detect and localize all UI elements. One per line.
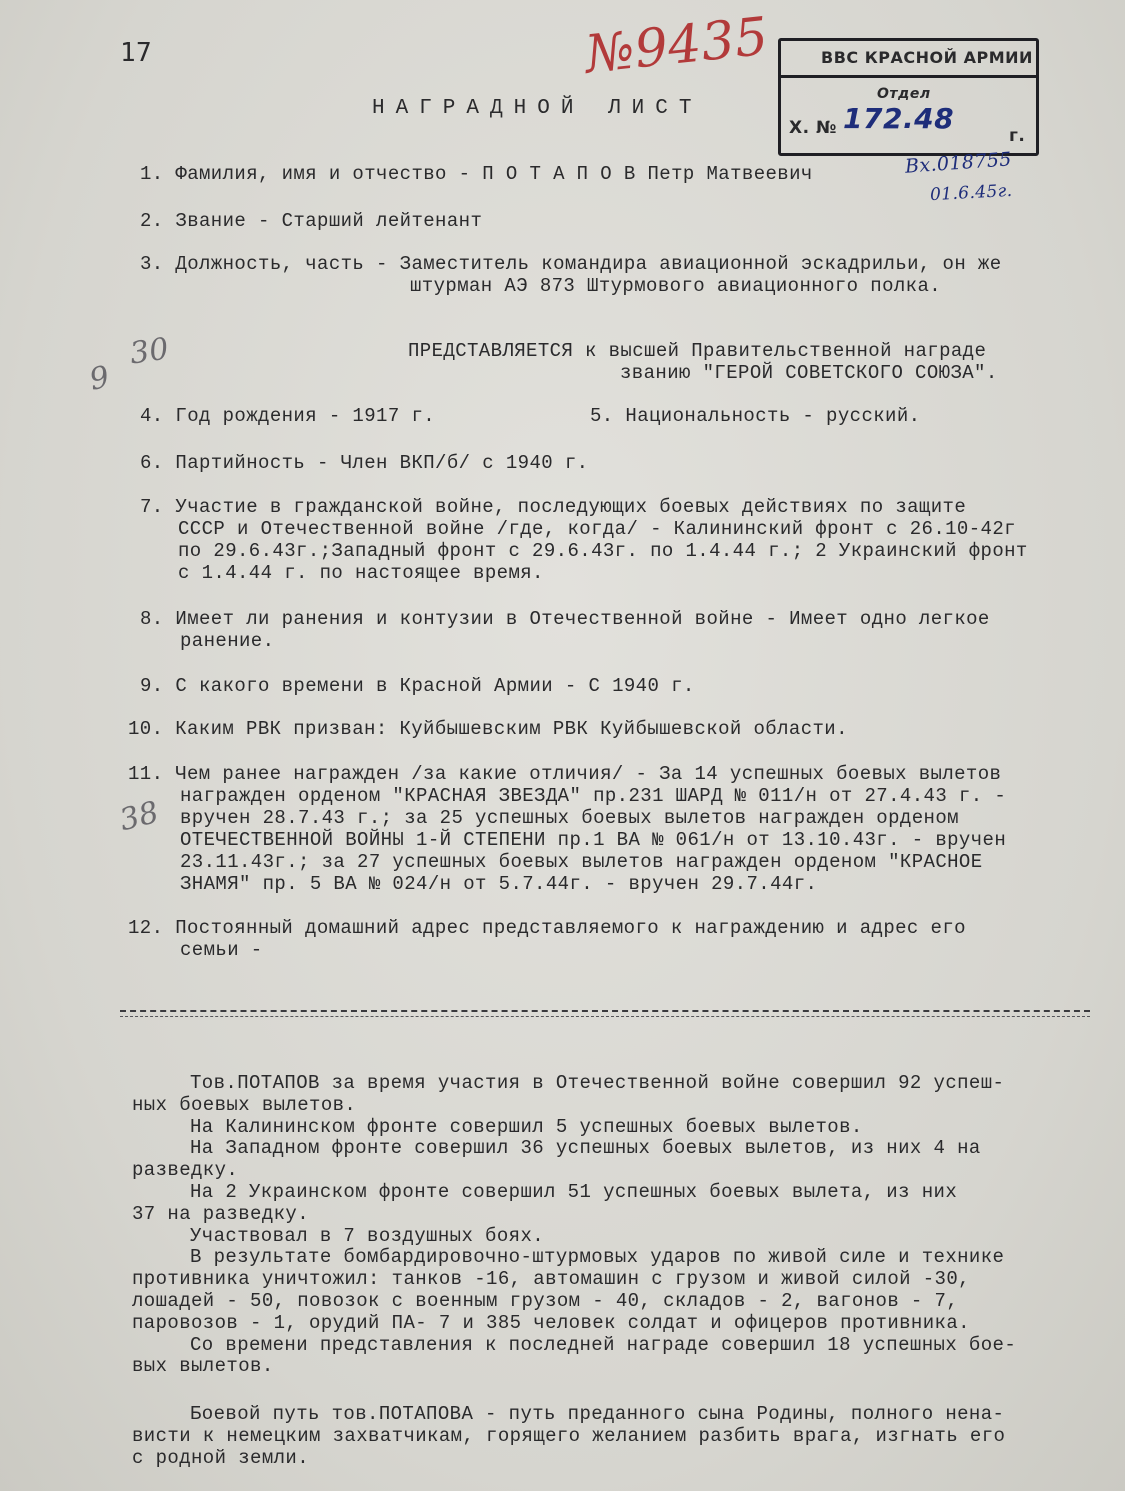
field-7-line-4: с 1.4.44 г. по настоящее время. [178, 562, 544, 584]
field-11-line-4: ОТЕЧЕСТВЕННОЙ ВОЙНЫ 1-Й СТЕПЕНИ пр.1 ВА № 061/н от 13.10.43г. - вручен [180, 829, 1007, 851]
field-9: 9. С какого времени в Красной Армии - С 1940 г. [140, 675, 695, 697]
handwritten-reg-number: Вх.018755 [904, 148, 1013, 178]
closing-line-3: с родной земли. [132, 1447, 310, 1469]
field-7-line-3: по 29.6.43г.;Западный фронт с 29.6.43г. по 1.4.44 г.; 2 Украинский фронт [178, 540, 1028, 562]
pencil-note-b: 30 [127, 331, 172, 372]
narrative-line-2: ных боевых вылетов. [132, 1093, 357, 1116]
field-6: 6. Партийность - Член ВКП/б/ с 1940 г. [140, 452, 589, 474]
field-3-line-1: 3. Должность, часть - Заместитель командира авиационной эскадрильи, он же [140, 253, 1002, 275]
page-title: НАГРАДНОЙ ЛИСТ [372, 97, 703, 120]
field-1: 1. Фамилия, имя и отчество - П О Т А П О В Петр Матвеевич [140, 163, 813, 185]
narrative-line-11: лошадей - 50, повозок с военным грузом - 40, складов - 2, вагонов - 7, [132, 1290, 959, 1312]
narrative-line-14: вых вылетов. [132, 1355, 274, 1378]
field-7-line-1: 7. Участие в гражданской войне, последующих боевых действиях по защите [140, 496, 967, 518]
narrative-line-9: В результате бомбардировочно-штурмовых ударов по живой силе и технике [190, 1246, 1005, 1269]
field-3-line-2: штурман АЭ 873 Штурмового авиационного полка. [410, 275, 942, 297]
narrative-line-3: На Калининском фронте совершил 5 успешных боевых вылетов. [190, 1115, 863, 1138]
pencil-note-a: 9 [86, 359, 113, 398]
field-11-line-1: 11. Чем ранее награжден /за какие отличия/ - За 14 успешных боевых вылетов [128, 763, 1002, 785]
handwritten-red-number: №9435 [582, 6, 772, 86]
field-4: 4. Год рождения - 1917 г. [140, 405, 436, 427]
field-8-line-1: 8. Имеет ли ранения и контузии в Отечественной войне - Имеет одно легкое [140, 608, 990, 630]
registration-stamp [778, 38, 1039, 156]
stamp-year-suffix: г. [1009, 126, 1026, 146]
section-divider-secondary [120, 1016, 1090, 1017]
pencil-note-c: 38 [116, 794, 163, 839]
page-number: 17 [120, 38, 153, 68]
field-11-line-5: 23.11.43г.; за 27 успешных боевых вылетов награжден орденом "КРАСНОЕ [180, 851, 983, 873]
closing-line-1: Боевой путь тов.ПОТАПОВА - путь преданного сына Родины, полного нена- [190, 1403, 1005, 1425]
narrative-line-12: паровозов - 1, орудий ПА- 7 и 385 человек солдат и офицеров противника. [132, 1311, 970, 1334]
narrative-line-5: разведку. [132, 1159, 239, 1182]
field-12-line-1: 12. Постоянный домашний адрес представляемого к награждению и адрес его [128, 917, 966, 939]
nomination-line-2: званию "ГЕРОЙ СОВЕТСКОГО СОЮЗА". [620, 362, 998, 384]
narrative-line-10: противника уничтожил: танков -16, автомашин с грузом и живой силой -30, [132, 1268, 970, 1291]
field-8-line-2: ранение. [180, 630, 275, 652]
stamp-dept: Отдел [877, 86, 931, 102]
field-10: 10. Каким РВК призван: Куйбышевским РВК Куйбышевской области. [128, 718, 848, 740]
stamp-num-prefix: Х. № [789, 118, 837, 138]
section-divider [120, 1010, 1090, 1012]
field-12-line-2: семьи - [180, 939, 263, 961]
closing-line-2: висти к немецким захватчикам, горящего желанием разбить врага, изгнать его [132, 1425, 1006, 1447]
narrative-line-6: На 2 Украинском фронте совершил 51 успешных боевых вылета, из них [190, 1181, 958, 1203]
handwritten-reg-date: 01.6.45г. [929, 180, 1013, 206]
stamp-num-value: 172.48 [843, 102, 955, 135]
narrative-line-4: На Западном фронте совершил 36 успешных боевых вылетов, из них 4 на [190, 1137, 981, 1160]
field-2: 2. Звание - Старший лейтенант [140, 210, 483, 232]
stamp-org: ВВС КРАСНОЙ АРМИИ [821, 48, 1033, 67]
stamp-header [781, 41, 1036, 78]
field-11-line-6: ЗНАМЯ" пр. 5 ВА № 024/н от 5.7.44г. - вручен 29.7.44г. [180, 873, 818, 895]
field-5: 5. Национальность - русский. [590, 405, 921, 427]
nomination-line-1: ПРЕДСТАВЛЯЕТСЯ к высшей Правительственной награде [408, 340, 987, 362]
field-11-line-3: вручен 28.7.43 г.; за 25 успешных боевых вылетов награжден орденом [180, 807, 959, 829]
field-11-line-2: награжден орденом "КРАСНАЯ ЗВЕЗДА" пр.231 ШАРД № 011/н от 27.4.43 г. - [180, 785, 1007, 807]
field-7-line-2: СССР и Отечественной войне /где, когда/ - Калининский фронт с 26.10-42г [178, 518, 1016, 540]
narrative-line-7: 37 на разведку. [132, 1202, 310, 1225]
narrative-line-13: Со времени представления к последней награде совершил 18 успешных бое- [190, 1333, 1017, 1356]
narrative-line-8: Участвовал в 7 воздушных боях. [190, 1224, 545, 1247]
narrative-line-1: Тов.ПОТАПОВ за время участия в Отечественной войне совершил 92 успеш- [190, 1072, 1005, 1094]
